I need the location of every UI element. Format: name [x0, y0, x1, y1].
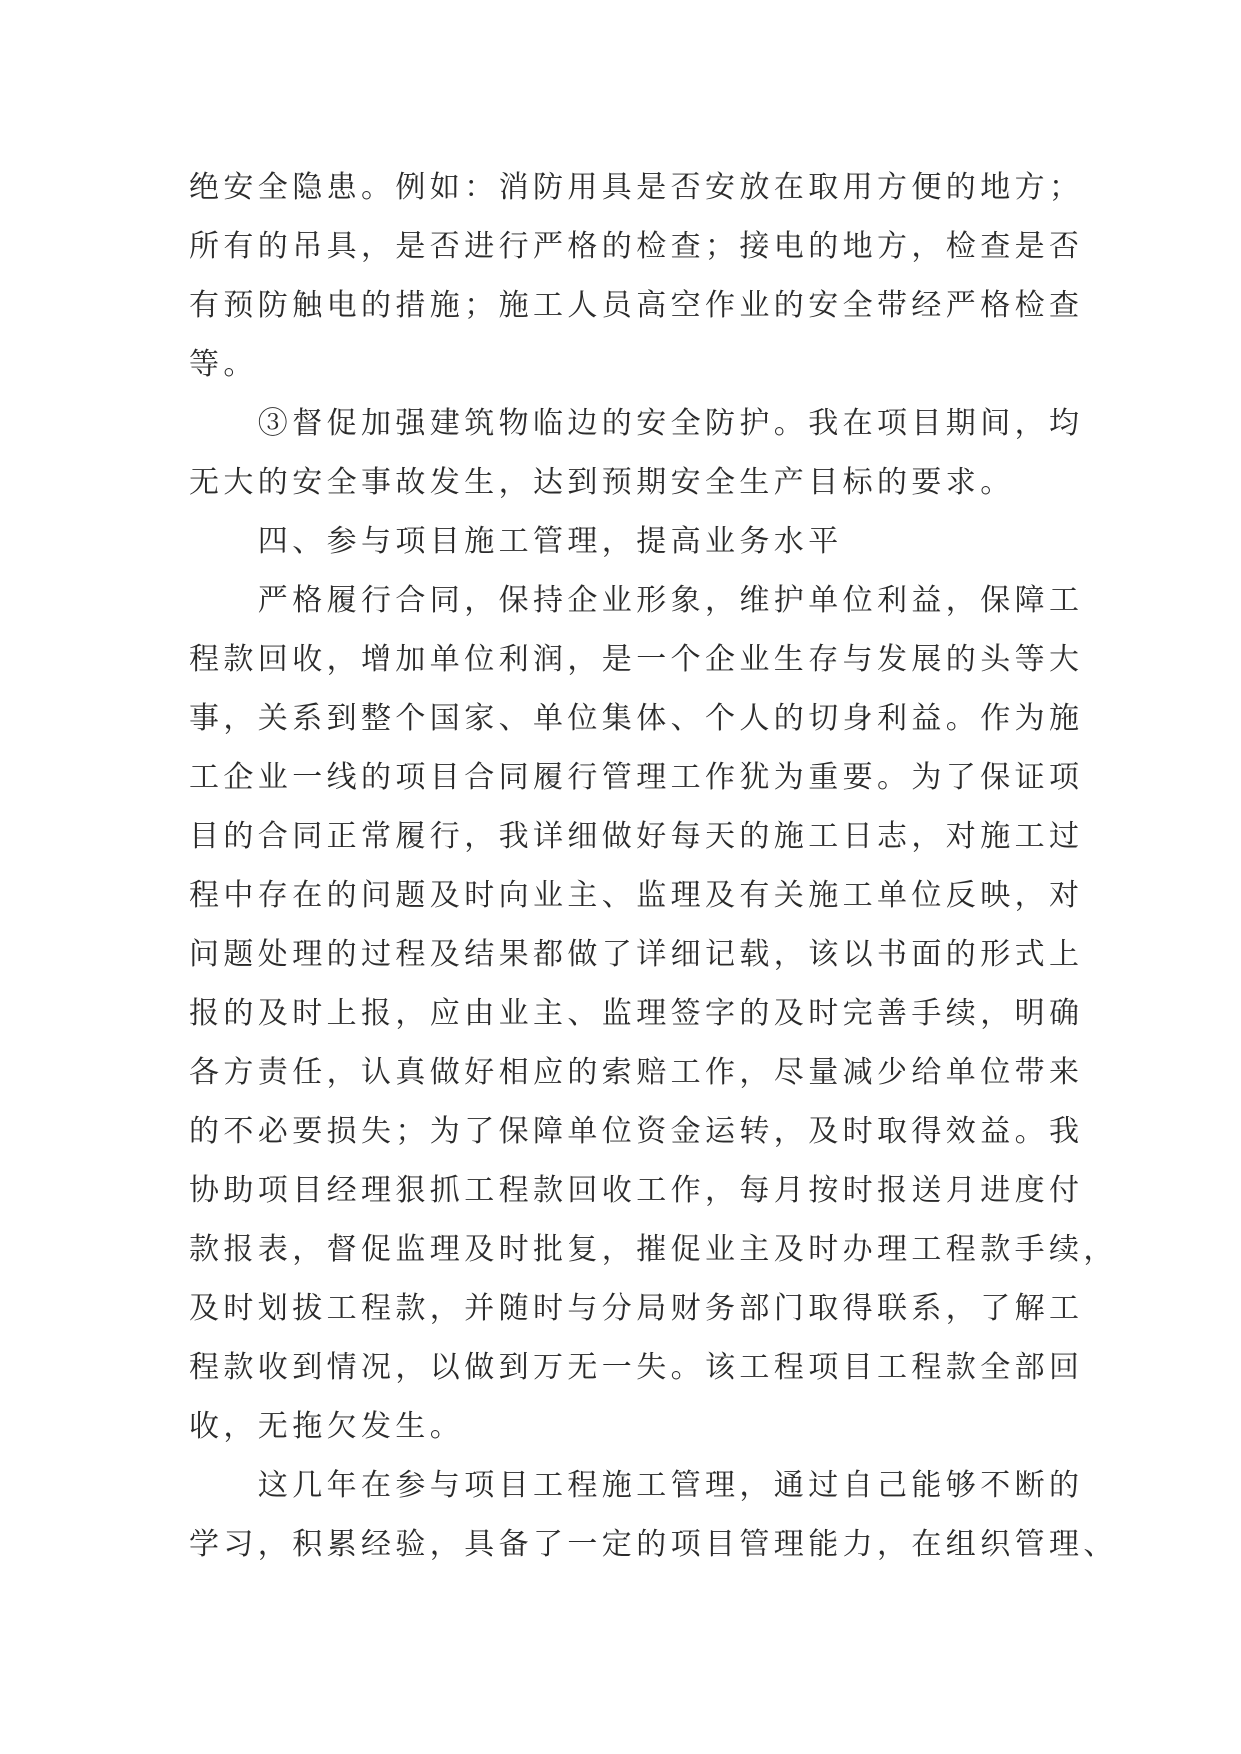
text-line: 问题处理的过程及结果都做了详细记载，该以书面的形式上 — [189, 937, 1084, 972]
section-heading-text: 四、参与项目施工管理，提高业务水平 — [189, 524, 843, 559]
text-line: 协助项目经理狠抓工程款回收工作，每月按时报送月进度付 — [189, 1173, 1084, 1208]
section-heading — [189, 512, 1055, 571]
paragraph-safety-checks — [189, 158, 1084, 394]
text-line: 等。 — [189, 347, 258, 382]
text-line: 各方责任，认真做好相应的索赔工作，尽量减少给单位带来 — [189, 1055, 1084, 1090]
text-line: 程款回收，增加单位利润，是一个企业生存与发展的头等大 — [189, 642, 1084, 677]
text-line: 工企业一线的项目合同履行管理工作犹为重要。为了保证项 — [189, 760, 1084, 795]
text-line: 报的及时上报，应由业主、监理签字的及时完善手续，明确 — [189, 996, 1084, 1031]
text-line: 无大的安全事故发生，达到预期安全生产目标的要求。 — [189, 465, 1015, 500]
paragraph-contract-management — [189, 571, 1118, 1456]
text-line: 所有的吊具，是否进行严格的检查；接电的地方，检查是否 — [189, 229, 1084, 264]
text-line: 的不必要损失；为了保障单位资金运转，及时取得效益。我 — [189, 1114, 1084, 1149]
paragraph-edge-protection — [189, 394, 1084, 512]
text-line: 有预防触电的措施；施工人员高空作业的安全带经严格检查 — [189, 288, 1084, 323]
text-line: 款报表，督促监理及时批复，摧促业主及时办理工程款手续， — [189, 1232, 1118, 1267]
text-line: 收，无拖欠发生。 — [189, 1409, 465, 1444]
text-line: 目的合同正常履行，我详细做好每天的施工日志，对施工过 — [189, 819, 1084, 854]
text-line: 严格履行合同，保持企业形象，维护单位利益，保障工 — [189, 583, 1084, 618]
text-line: 程款收到情况，以做到万无一失。该工程项目工程款全部回 — [189, 1350, 1084, 1385]
text-line: 及时划拔工程款，并随时与分局财务部门取得联系，了解工 — [189, 1291, 1084, 1326]
document-body — [189, 158, 1118, 1574]
text-line: 这几年在参与项目工程施工管理，通过自己能够不断的 — [189, 1468, 1084, 1503]
paragraph-experience — [189, 1456, 1118, 1574]
text-line: 学习，积累经验，具备了一定的项目管理能力，在组织管理、 — [189, 1527, 1118, 1562]
text-line: 事，关系到整个国家、单位集体、个人的切身利益。作为施 — [189, 701, 1084, 736]
text-line: 程中存在的问题及时向业主、监理及有关施工单位反映，对 — [189, 878, 1084, 913]
text-line: 绝安全隐患。例如：消防用具是否安放在取用方便的地方； — [189, 170, 1084, 205]
text-line: ③督促加强建筑物临边的安全防护。我在项目期间，均 — [189, 406, 1084, 441]
